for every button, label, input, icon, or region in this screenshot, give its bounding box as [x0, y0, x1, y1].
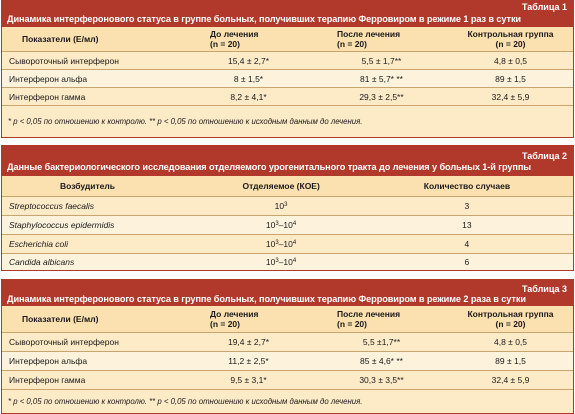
table-1-head-row	[2, 27, 573, 51]
value-before: 8,2 ± 4,1*	[230, 91, 267, 102]
table-row	[2, 370, 573, 389]
table-3-head-row	[2, 306, 573, 332]
table-1-tag: Таблица 1	[521, 2, 567, 12]
col-header-after: После лечения (n = 20)	[337, 29, 401, 49]
row-label: Интерферон альфа	[9, 356, 88, 366]
case-count: 3	[464, 201, 470, 211]
value-control: 32,4 ± 5,9	[491, 91, 530, 102]
col-header-after: После лечения (n = 20)	[337, 309, 401, 329]
organism-name: Streptococcus faecalis	[9, 201, 95, 211]
table-2-tag: Таблица 2	[521, 151, 567, 161]
table-1-footnote: * p < 0,05 по отношению к контролю. ** p < 0,05 по отношению к исходным данным до лечения.	[2, 105, 573, 137]
organism-name: Staphylococcus epidermidis	[9, 220, 115, 230]
value-control: 4,8 ± 0,5	[493, 337, 528, 347]
col-header-count: Количество случаев	[423, 181, 511, 191]
value-before: 8 ± 1,5*	[233, 73, 264, 84]
cfu-value: $10^3$	[274, 201, 288, 211]
table-3-tag: Таблица 3	[521, 284, 567, 294]
table-row	[2, 332, 573, 351]
table-row	[2, 196, 573, 215]
organism-name: Escherichia coli	[9, 239, 69, 249]
col-header-indicator: Показатели (Е/мл)	[22, 314, 99, 324]
value-before: 15,4 ± 2,7*	[227, 55, 270, 66]
value-control: 89 ± 1,5	[495, 356, 526, 366]
table-2-title: Данные бактериологического исследования отделяемого урогенитального тракта до лечения у больных 1-й группы	[7, 162, 532, 172]
table-row	[2, 234, 573, 253]
cfu-value: $10^3-10^4$	[265, 239, 297, 249]
case-count: 6	[464, 257, 470, 267]
value-control: 32,4 ± 5,9	[491, 375, 530, 385]
value-after: 5,5 ±1,7**	[362, 337, 401, 347]
cfu-value: $10^3-10^4$	[265, 257, 297, 267]
col-header-control: Контрольная группа (n = 20)	[467, 309, 554, 329]
table-1-header	[2, 1, 573, 27]
cfu-value: $10^3-10^4$	[265, 220, 297, 230]
value-before: 11,2 ± 2,5*	[228, 356, 269, 366]
value-after: 29,3 ± 2,5**	[359, 91, 404, 102]
table-row	[2, 51, 573, 69]
table-1-title: Динамика интерферонового статуса в группе больных, получивших терапию Ферровиром в режиме 1 раз в сутки	[7, 14, 521, 24]
col-header-organism: Возбудитель	[60, 181, 116, 191]
table-2-header	[2, 146, 573, 176]
table-row	[2, 87, 573, 105]
table-1	[1, 0, 574, 138]
col-header-cfu: Отделяемое (КОЕ)	[242, 181, 320, 191]
organism-name: Candida albicans	[9, 257, 75, 267]
table-row	[2, 253, 573, 270]
value-control: 89 ± 1,5	[495, 73, 526, 84]
table-2	[1, 145, 574, 271]
col-header-indicator: Показатели (Е/мл)	[22, 34, 99, 44]
value-after: 81 ± 5,7* **	[360, 73, 403, 84]
table-3-title: Динамика интерферонового статуса в группе больных, получивших терапию Ферровиром в режиме 2 раза в сутки	[7, 294, 526, 304]
case-count: 4	[464, 239, 470, 249]
value-after: 5,5 ± 1,7**	[361, 55, 402, 66]
value-after: 30,3 ± 3,5**	[359, 375, 404, 385]
case-count: 13	[462, 220, 472, 230]
value-control: 4,8 ± 0,5	[493, 55, 528, 66]
table-3	[1, 279, 574, 414]
col-header-before: До лечения (n = 20)	[210, 309, 259, 329]
value-after: 85 ± 4,6* **	[360, 356, 403, 366]
row-label: Интерферон гамма	[9, 375, 86, 385]
row-label: Сывороточный интерферон	[9, 55, 119, 66]
table-3-footnote: * p < 0,05 по отношению к контролю. ** p < 0,05 по отношению к исходным данным до лечения.	[2, 389, 573, 413]
col-header-before: До лечения (n = 20)	[210, 29, 259, 49]
table-row	[2, 215, 573, 234]
row-label: Интерферон альфа	[9, 73, 88, 84]
value-before: 9,5 ± 3,1*	[230, 375, 267, 385]
table-2-head-row	[2, 176, 573, 196]
col-header-control: Контрольная группа (n = 20)	[467, 29, 554, 49]
row-label: Сывороточный интерферон	[9, 337, 119, 347]
table-row	[2, 69, 573, 87]
table-row	[2, 351, 573, 370]
table-3-header	[2, 280, 573, 306]
row-label: Интерферон гамма	[9, 91, 86, 102]
value-before: 19,4 ± 2,7*	[227, 337, 270, 347]
